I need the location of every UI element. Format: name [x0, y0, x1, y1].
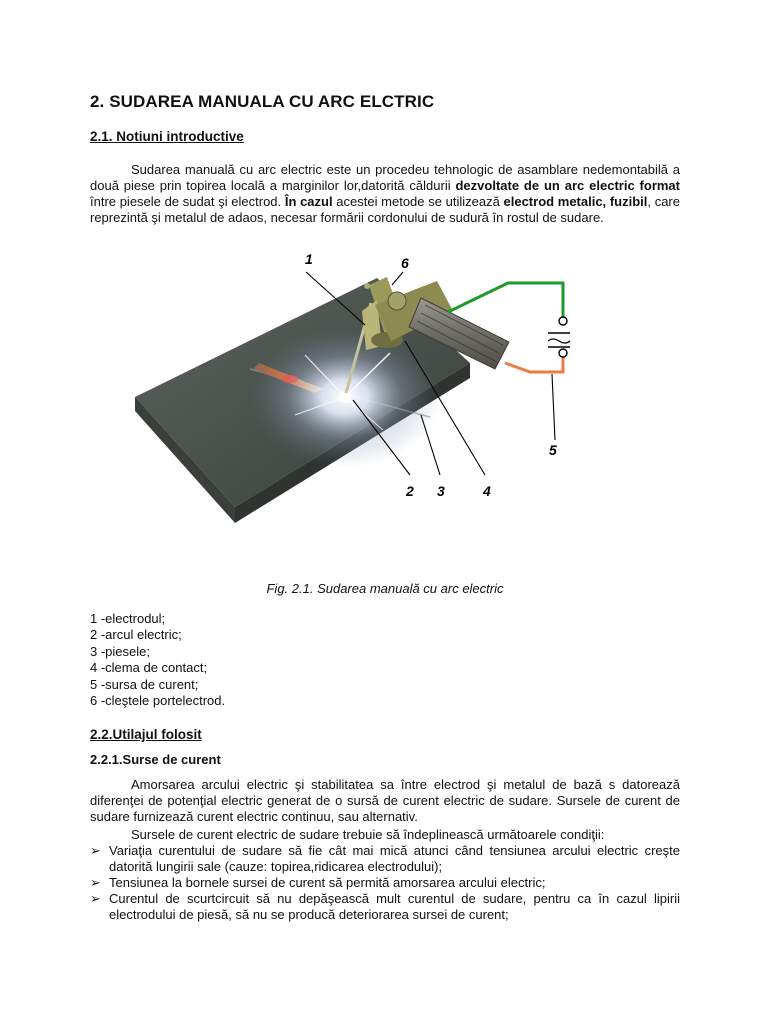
- arrow-bullet-icon: ➢: [90, 875, 101, 890]
- callout-6: 6: [401, 255, 409, 271]
- intro-text-1: Sudarea manuală cu arc electric este un procedeu tehnologic de asamblare nedemontabilă a două piese prin topirea locală a marginilor lor,datorită căldurii: [90, 162, 680, 193]
- condition-text: Curentul de scurtcircuit să nu depăşească mult curentul de sudare, pentru ca în cazul lipirii electrodului de piesă, să nu se producă deteriorarea sursei de curent;: [109, 891, 680, 922]
- legend-item: 2 -arcul electric;: [90, 627, 182, 643]
- legend-item: 3 -piesele;: [90, 643, 150, 659]
- callout-4: 4: [483, 483, 491, 499]
- legend-item: 6 -cleştele portelectrod.: [90, 693, 226, 709]
- condition-text: Variaţia curentului de sudare să fie cât mai mică atunci când tensiunea arcului electric creşte datorită lungirii sale (cauze: topirea,ridicarea electrodului);: [109, 843, 680, 874]
- electric-arc: [250, 327, 440, 467]
- legend-item: 4 -clema de contact;: [90, 660, 208, 676]
- welding-figure: [125, 245, 570, 535]
- section-heading-utilajul: 2.2.Utilajul folosit: [90, 727, 202, 742]
- subsection-heading-surse: 2.2.1.Surse de curent: [90, 752, 221, 767]
- arrow-bullet-icon: ➢: [90, 891, 101, 906]
- chapter-title: 2. SUDAREA MANUALA CU ARC ELCTRIC: [90, 92, 435, 111]
- intro-text-2: între piesele de sudat şi electrod.: [90, 194, 285, 209]
- callout-2: 2: [406, 483, 414, 499]
- callout-5: 5: [549, 442, 557, 458]
- callout-1: 1: [305, 251, 313, 267]
- current-source-symbol: [548, 317, 570, 357]
- intro-bold-3: electrod metalic, fuzibil: [503, 194, 648, 209]
- welding-illustration: [125, 245, 570, 535]
- intro-paragraph: [90, 162, 680, 226]
- legend-item: 5 -sursa de curent;: [90, 676, 199, 692]
- intro-bold-2: În cazul: [284, 194, 333, 209]
- section-heading-introductive: 2.1. Notiuni introductive: [90, 129, 244, 144]
- figure-caption: Fig. 2.1. Sudarea manuală cu arc electric: [266, 581, 504, 596]
- list-item: [90, 875, 680, 891]
- conditions-list: [90, 843, 680, 923]
- callout-3: 3: [437, 483, 445, 499]
- legend-item: 1 -electrodul;: [90, 611, 166, 626]
- figure-legend: [90, 611, 225, 709]
- arrow-bullet-icon: ➢: [90, 843, 101, 858]
- sources-paragraph-2: Sursele de curent electric de sudare trebuie să îndeplinească următoarele condiţii:: [131, 827, 605, 842]
- sources-paragraph-1: Amorsarea arcului electric şi stabilitatea sa între electrod şi metalul de bază s datorează diferenţei de potenţial electric generat de o sursă de curent electric de sudare. Sursele de curent de sudare furnizează curent electric continuu, sau alternativ.: [90, 777, 680, 824]
- condition-text: Tensiunea la bornele sursei de curent să permită amorsarea arcului electric;: [109, 875, 546, 890]
- list-item: [90, 891, 680, 923]
- list-item: [90, 843, 680, 875]
- intro-text-4: , care reprezintă şi metalul de adaos, necesar formării cordonului de sudură în rostul de sudare.: [90, 194, 680, 225]
- intro-text-3: acestei metode se utilizează: [332, 194, 504, 209]
- intro-bold-1: dezvoltate de un arc electric format: [455, 178, 680, 193]
